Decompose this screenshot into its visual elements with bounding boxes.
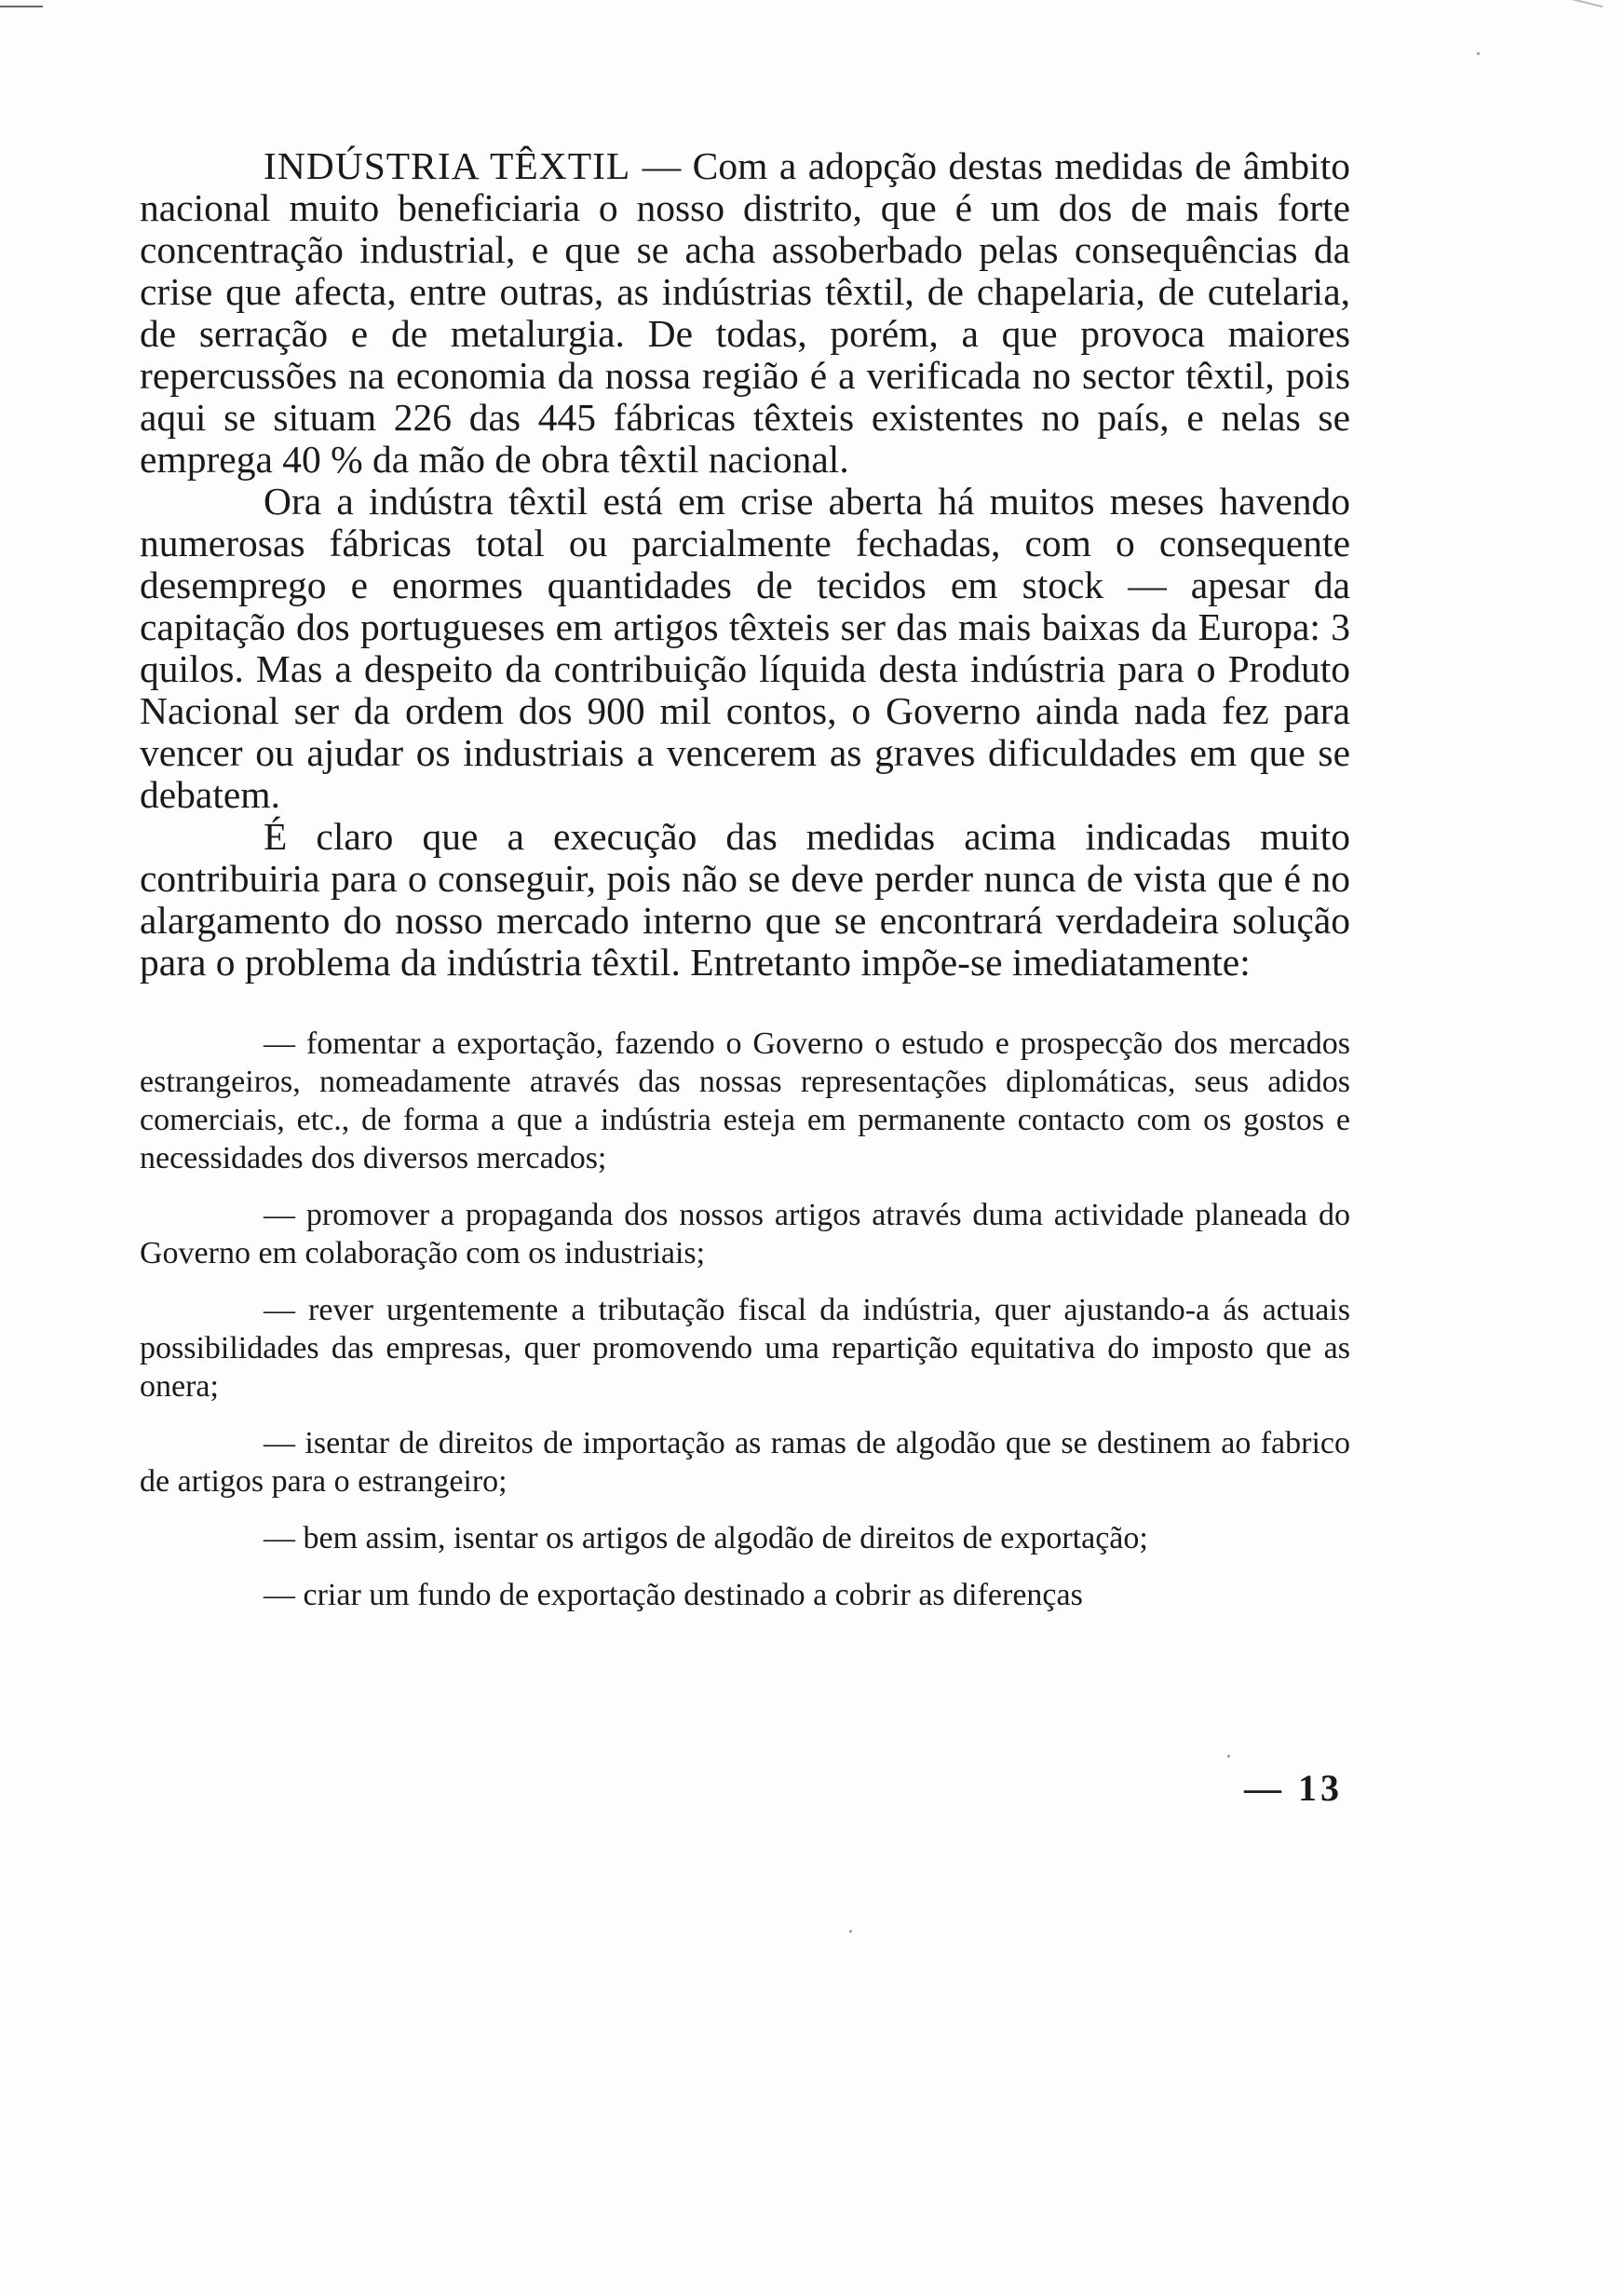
paragraph-textile-industry xyxy=(140,145,1350,481)
list-item: — promover a propaganda dos nossos artigos através duma actividade planeada do Governo em colaboração com os industriais; xyxy=(140,1198,1350,1270)
measures-list xyxy=(140,1025,1350,1614)
section-heading: INDÚSTRIA TÊXTIL xyxy=(264,144,631,187)
paragraph-crisis: Ora a indústra têxtil está em crise aberta há muitos meses havendo numerosas fábricas total ou parcialmente fechadas, com o consequente desemprego e enormes quantidades de tecidos em stock — apesar da capitação dos portugueses em artigos têxteis ser das mais baixas da Europa: 3 quilos. Mas a despeito da contribuição líquida desta indústria para o Produto Nacional ser da ordem dos 900 mil contos, o Governo ainda nada fez para vencer ou ajudar os industriais a vencerem as graves dificuldades em que se debatem. xyxy=(140,480,1350,816)
list-item: — isentar de direitos de importação as ramas de algodão que se destinem ao fabrico de artigos para o estrangeiro; xyxy=(140,1426,1350,1499)
scan-speck xyxy=(1477,52,1480,55)
paragraph-measures: É claro que a execução das medidas acima indicadas muito contribuiria para o conseguir, pois não se deve perder nunca de vista que é no alargamento do nosso mercado interno que se encontrará verdadeira solução para o problema da indústria têxtil. Entretanto impõe-se imediatamente: xyxy=(140,815,1350,984)
paragraph-text: — Com a adopção destas medidas de âmbito nacional muito beneficiaria o nosso distrito, que é um dos de mais forte concentração industrial, e que se acha assoberbado pelas consequências da crise que afecta, entre outras, as indústrias têxtil, de chapelaria, de cutelaria, de serração e de metalurgia. De todas, porém, a que provoca maiores repercussões na economia da nossa região é a verificada no sector têxtil, pois aqui se situam 226 das 445 fábricas têxteis existentes no país, e nelas se emprega 40 % da mão de obra têxtil nacional. xyxy=(140,144,1350,481)
scan-speck xyxy=(849,1930,852,1933)
list-item: — criar um fundo de exportação destinado a cobrir as diferenças xyxy=(264,1578,1083,1612)
list-item: — fomentar a exportação, fazendo o Governo o estudo e prospecção dos mercados estrangeiros, nomeadamente através das nossas representações diplomáticas, seus adidos comerciais, etc., de forma a que a indústria esteja em permanente contacto com os gostos e necessidades dos diversos mercados; xyxy=(140,1026,1350,1175)
list-item: — bem assim, isentar os artigos de algodão de direitos de exportação; xyxy=(264,1521,1148,1555)
text-column xyxy=(140,145,1350,1633)
page-number: — 13 xyxy=(1244,1767,1343,1809)
scan-edge-mark xyxy=(1569,0,1604,20)
list-item: — rever urgentemente a tributação fiscal da indústria, quer ajustando-a ás actuais possibilidades das empresas, quer promovendo uma repartição equitativa do imposto que as onera; xyxy=(140,1293,1350,1404)
scan-edge-mark xyxy=(0,6,43,7)
scan-speck xyxy=(1227,1755,1230,1758)
